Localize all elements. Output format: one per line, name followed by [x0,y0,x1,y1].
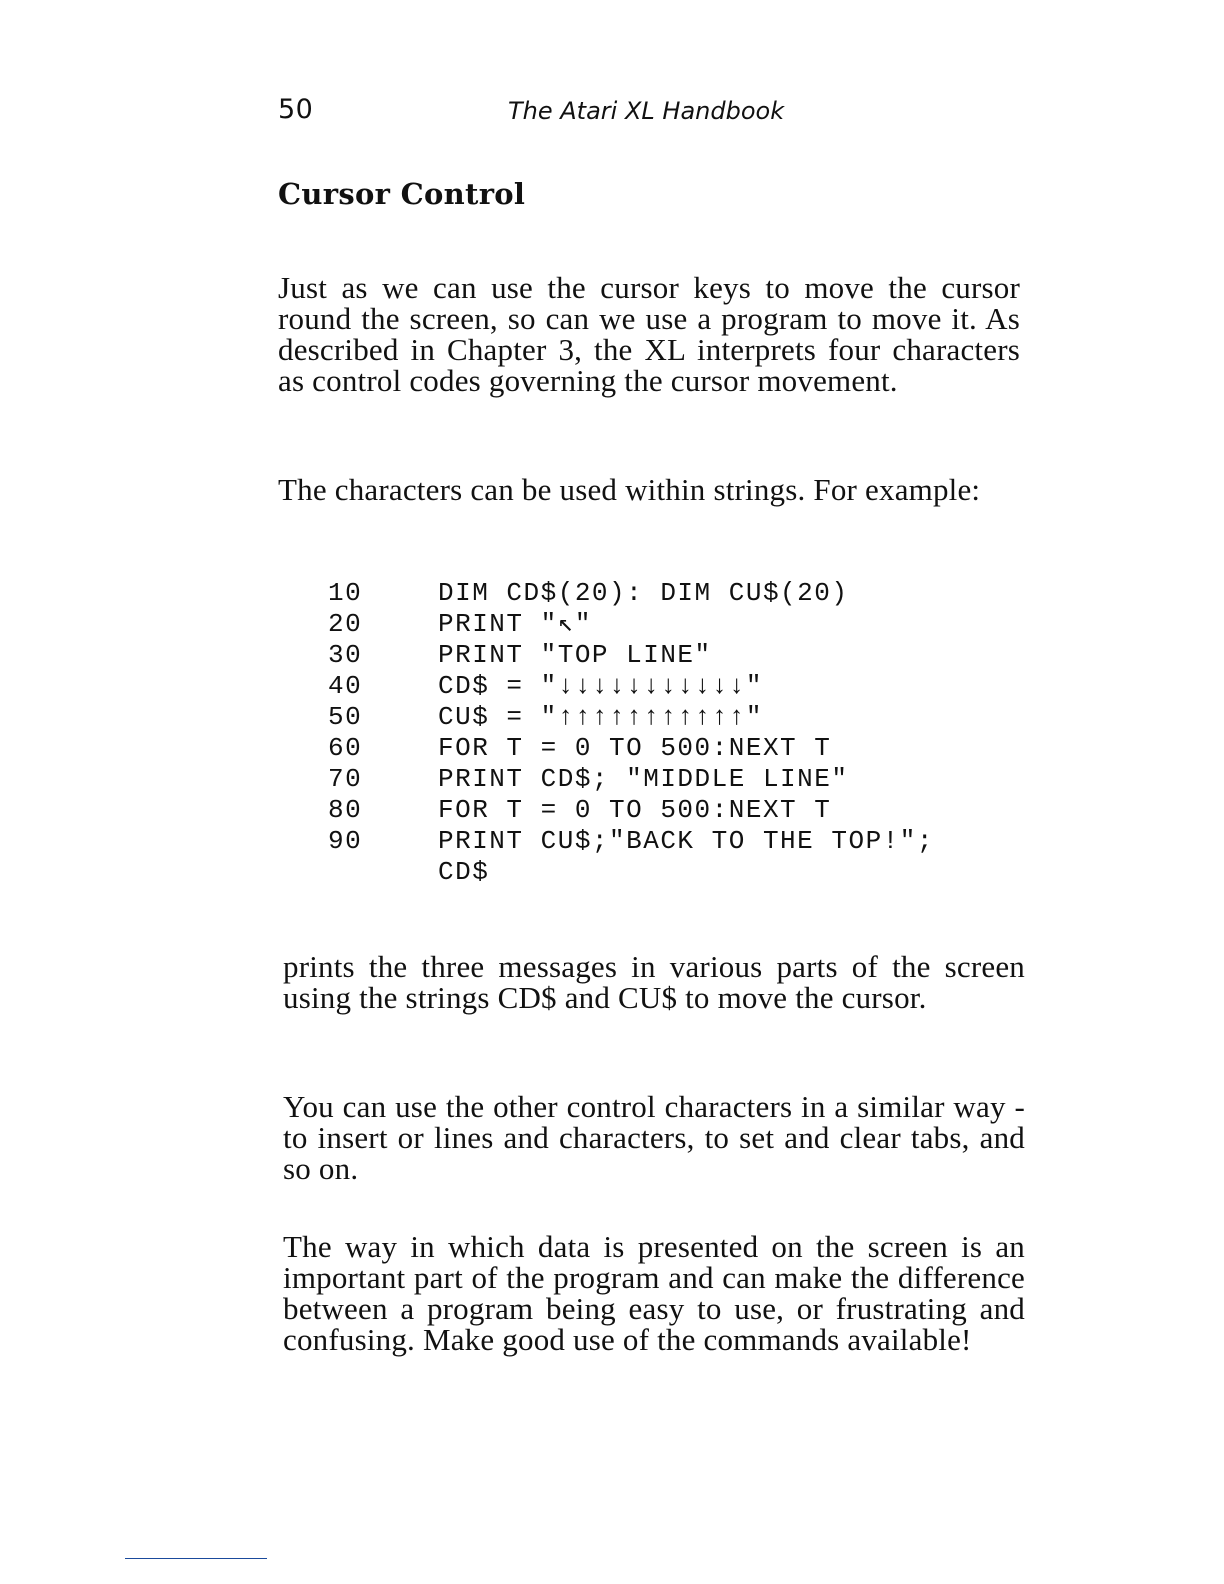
code-statement: PRINT "↖" [438,609,592,639]
code-statement: FOR T = 0 TO 500:NEXT T [438,795,832,825]
code-line [328,640,1028,671]
paragraph-example-lead: The characters can be used within strings. For example: [278,472,981,507]
code-line-number: 40 [328,671,363,701]
paragraph-intro: Just as we can use the cursor keys to move the cursor round the screen, so can we use a program to move it. As described in Chapter 3, the XL interprets four characters as control codes governing the cursor movement. [278,270,1020,398]
page-header [278,92,1023,132]
code-line-number: 50 [328,702,363,732]
code-statement: PRINT CD$; "MIDDLE LINE" [438,764,849,794]
code-statement: PRINT "TOP LINE" [438,640,712,670]
page-number: 50 [278,94,314,125]
code-line-number: 80 [328,795,363,825]
code-line [328,671,1028,702]
code-statement: CD$ = "↓↓↓↓↓↓↓↓↓↓↓" [438,671,763,701]
paragraph-explanation: prints the three messages in various parts of the screen using the strings CD$ and CU$ to move the cursor. [283,949,1025,1015]
code-statement: PRINT CU$;"BACK TO THE TOP!"; [438,826,934,856]
code-line-number: 10 [328,578,363,608]
code-line [328,578,1028,609]
bottom-rule [125,1558,267,1559]
code-line-number: 30 [328,640,363,670]
paragraph-conclusion: The way in which data is presented on the screen is an important part of the program and can make the difference between a program being easy to use, or frustrating and confusing. Make good use of the commands available! [283,1229,1025,1357]
code-line [328,609,1028,640]
code-line [328,795,1028,826]
running-title: The Atari XL Handbook [508,97,785,125]
section-heading: Cursor Control [278,177,526,211]
code-line-number: 90 [328,826,363,856]
code-line-number: 70 [328,764,363,794]
code-line [328,733,1028,764]
code-line [328,702,1028,733]
code-line [328,826,1028,857]
code-line-number: 60 [328,733,363,763]
paragraph-other-controls: You can use the other control characters in a similar way - to insert or lines and characters, to set and clear tabs, and so on. [283,1089,1025,1186]
code-statement: CD$ [438,857,490,887]
code-statement: DIM CD$(20): DIM CU$(20) [438,578,849,608]
code-line-number: 20 [328,609,363,639]
code-statement: FOR T = 0 TO 500:NEXT T [438,733,832,763]
code-line [328,764,1028,795]
basic-program-listing [328,578,1028,888]
code-line [328,857,1028,888]
code-statement: CU$ = "↑↑↑↑↑↑↑↑↑↑↑" [438,702,763,732]
